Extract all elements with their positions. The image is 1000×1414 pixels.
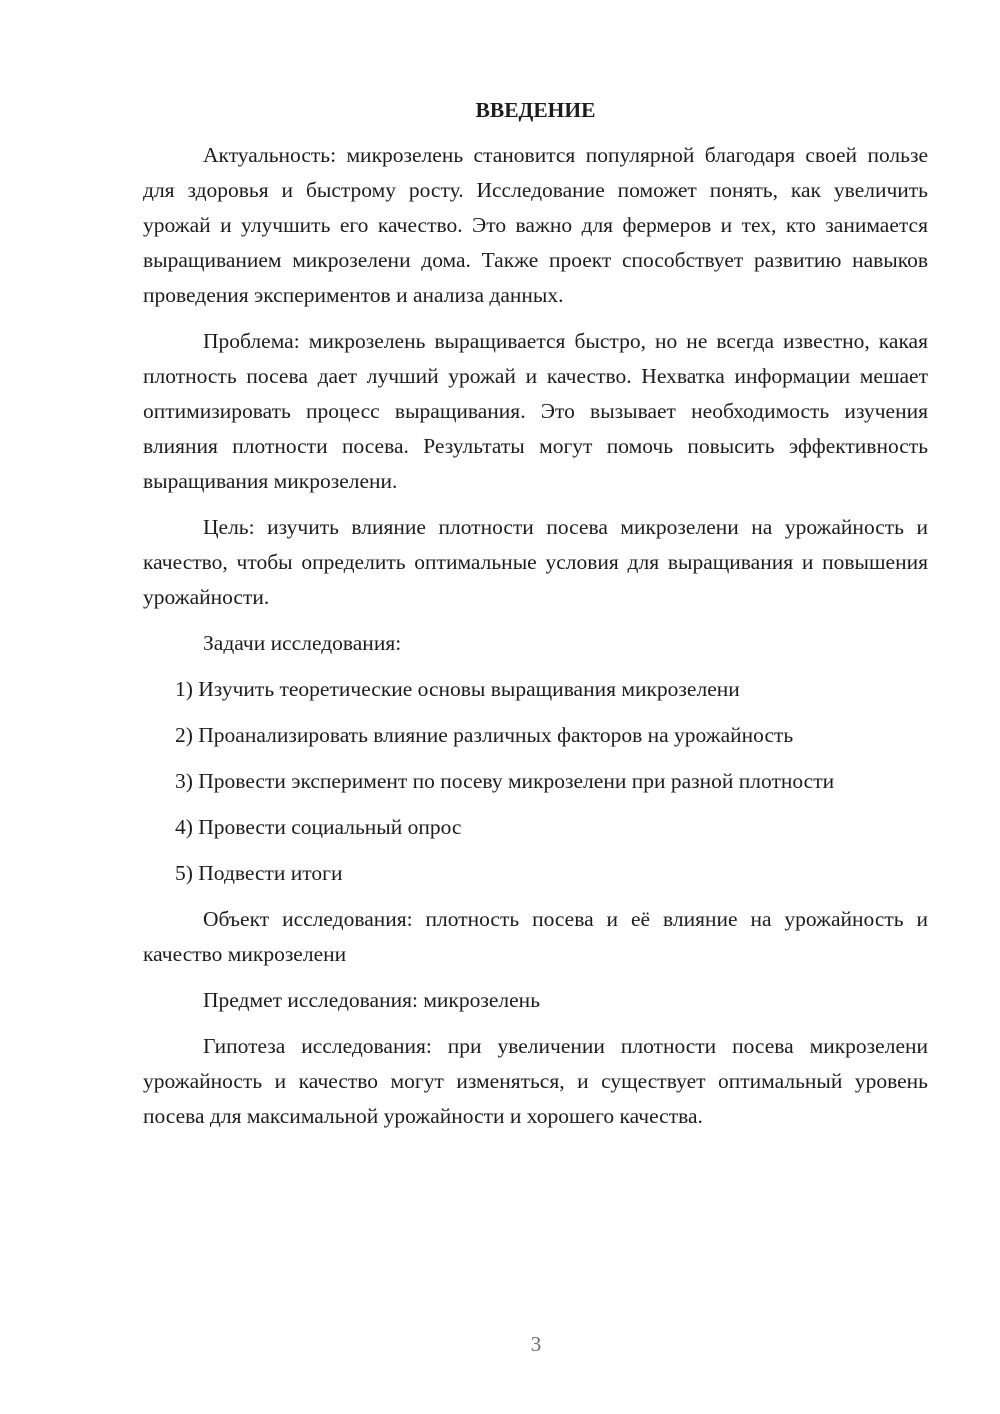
- object-paragraph: Объект исследования: плотность посева и её влияние на урожайность и качество микрозелени: [143, 907, 928, 966]
- problem-paragraph: Проблема: микрозелень выращивается быстро, но не всегда известно, какая плотность посева дает лучший урожай и качество. Нехватка информации мешает оптимизировать процесс выращивания. Это вызывает необходимость изучения влияния плотности посева. Результаты могут помочь повысить эффективность выращивания микрозелени.: [143, 329, 928, 493]
- subject-paragraph: Предмет исследования: микрозелень: [203, 988, 540, 1012]
- page-title: ВВЕДЕНИЕ: [475, 98, 596, 122]
- relevance-paragraph: Актуальность: микрозелень становится популярной благодаря своей пользе для здоровья и быстрому росту. Исследование поможет понять, как увеличить урожай и улучшить его качество. Это важно для фермеров и тех, кто занимается выращиванием микрозелени дома. Также проект способствует развитию навыков проведения экспериментов и анализа данных.: [143, 143, 928, 307]
- task-item-1: 1) Изучить теоретические основы выращивания микрозелени: [175, 677, 740, 701]
- task-item-2: 2) Проанализировать влияние различных факторов на урожайность: [175, 723, 794, 747]
- task-item-3: 3) Провести эксперимент по посеву микрозелени при разной плотности: [175, 769, 835, 793]
- page-number: 3: [530, 1332, 542, 1356]
- task-item-5: 5) Подвести итоги: [175, 861, 343, 885]
- hypothesis-paragraph: Гипотеза исследования: при увеличении плотности посева микрозелени урожайность и качество могут изменяться, и существует оптимальный уровень посева для максимальной урожайности и хорошего качества.: [143, 1034, 928, 1128]
- task-item-4: 4) Провести социальный опрос: [175, 815, 462, 839]
- tasks-heading: Задачи исследования:: [203, 631, 402, 655]
- page-content: [143, 92, 928, 1145]
- goal-paragraph: Цель: изучить влияние плотности посева микрозелени на урожайность и качество, чтобы определить оптимальные условия для выращивания и повышения урожайности.: [143, 515, 928, 609]
